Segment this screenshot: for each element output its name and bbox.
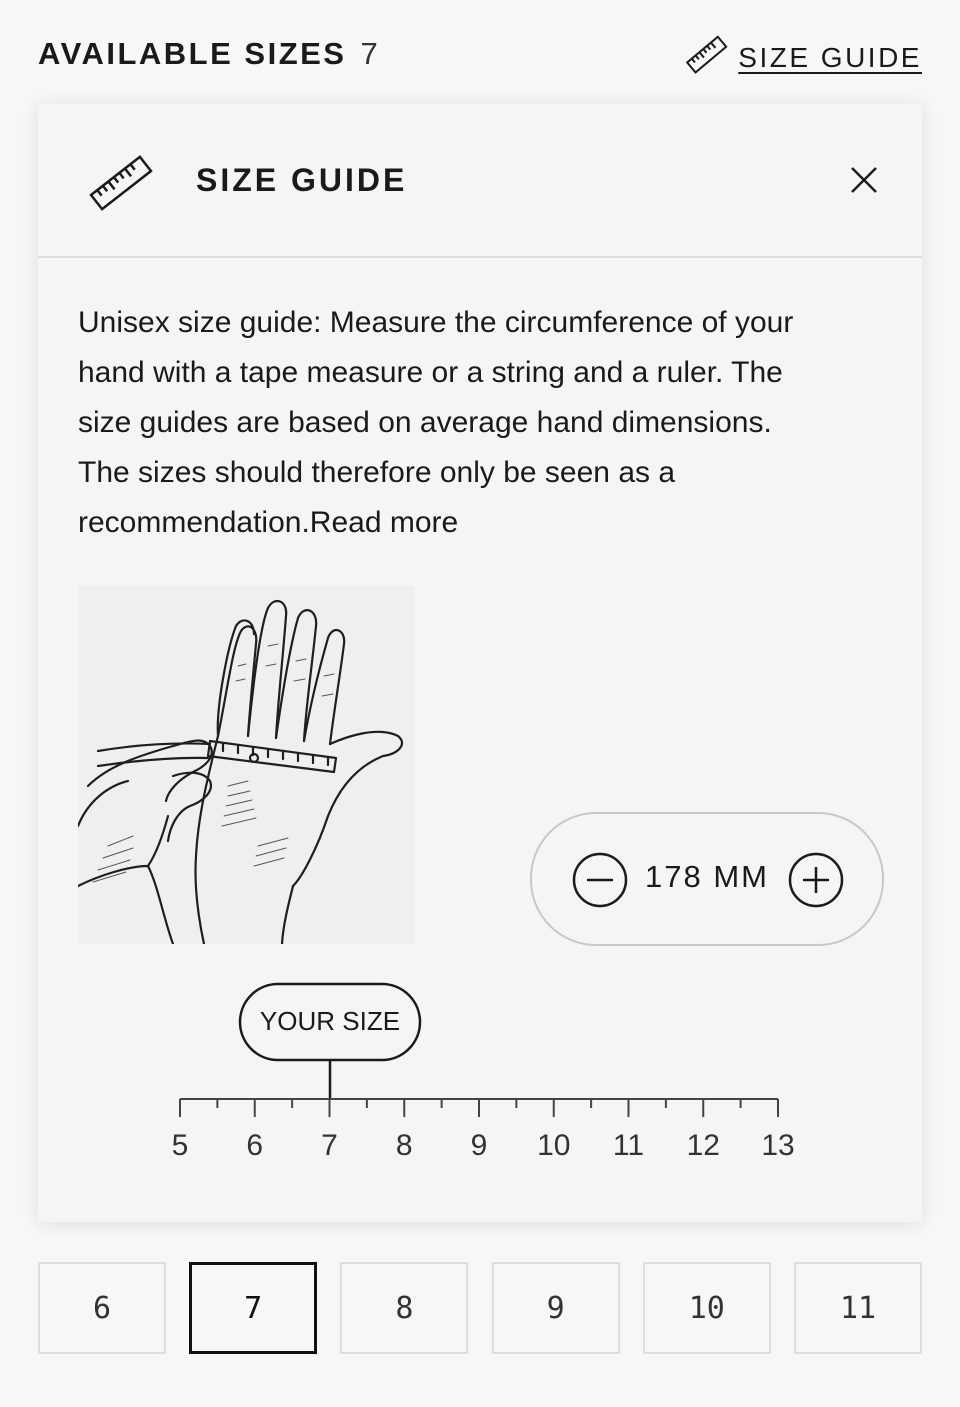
size-option-11[interactable]: 11 (794, 1262, 922, 1354)
minus-circle-icon[interactable] (572, 852, 628, 908)
scale-tick-label: 11 (612, 1129, 645, 1162)
size-guide-panel (38, 104, 922, 1222)
available-sizes-label: AVAILABLE SIZES (38, 36, 347, 71)
selected-size-count: 7 (360, 36, 381, 71)
size-option-9[interactable]: 9 (492, 1262, 620, 1354)
ruler-icon (88, 150, 154, 221)
size-option-7[interactable]: 7 (189, 1262, 317, 1354)
available-sizes-heading (38, 36, 380, 72)
scale-tick-label: 8 (395, 1129, 413, 1162)
close-icon[interactable] (844, 160, 884, 200)
scale-tick-label: 10 (537, 1129, 571, 1162)
scale-tick-label: 9 (470, 1129, 488, 1162)
size-options (38, 1262, 922, 1358)
size-option-6[interactable]: 6 (38, 1262, 166, 1354)
size-guide-title: SIZE GUIDE (196, 162, 408, 198)
plus-circle-icon[interactable] (788, 852, 844, 908)
ruler-icon (686, 34, 728, 81)
measurement-value: 178 MM (645, 859, 769, 894)
size-guide-description (78, 298, 818, 548)
scale-tick-label: 13 (761, 1129, 795, 1162)
scale-tick-label: 12 (686, 1129, 720, 1162)
size-option-8[interactable]: 8 (340, 1262, 468, 1354)
hand-measure-illustration (78, 586, 414, 944)
size-guide-header (38, 104, 922, 258)
scale-tick-label: 7 (321, 1129, 338, 1162)
scale-tick-label: 5 (171, 1129, 189, 1162)
size-guide-link-label: SIZE GUIDE (738, 41, 922, 73)
top-bar (38, 28, 922, 80)
your-size-label: YOUR SIZE (259, 1006, 401, 1036)
description-text: Unisex size guide: Measure the circumference of your hand with a tape measure or a string and a ruler. The size guides are based on average hand dimensions. The sizes should therefore only be seen as a recommendation. (78, 306, 794, 539)
size-guide-link[interactable] (686, 34, 922, 81)
size-scale (158, 979, 818, 1209)
scale-tick-label: 6 (246, 1129, 264, 1162)
size-option-10[interactable]: 10 (643, 1262, 771, 1354)
read-more-link[interactable]: Read more (309, 506, 459, 539)
measurement-stepper (530, 812, 884, 946)
